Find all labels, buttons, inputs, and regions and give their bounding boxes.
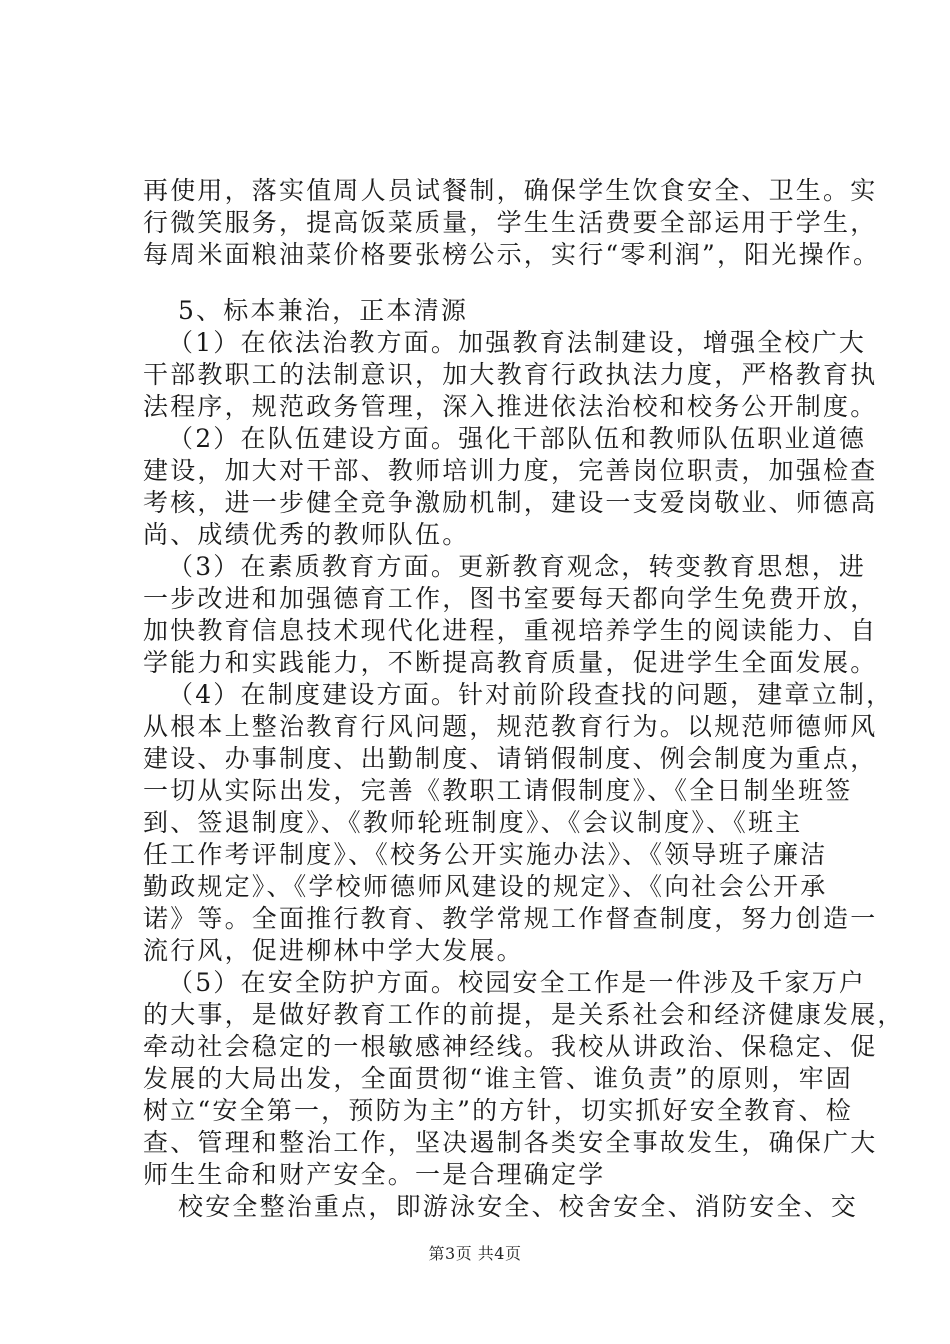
body-text-line: 从根本上整治教育行风问题，规范教育行为。以规范师德师风 <box>143 712 878 741</box>
body-text-line: 建设，加大对干部、教师培训力度，完善岗位职责，加强检查 <box>143 456 878 485</box>
body-text-line: 学能力和实践能力，不断提高教育质量，促进学生全面发展。 <box>143 648 878 677</box>
paragraph-first-line: （3）在素质教育方面。更新教育观念，转变教育思想，进 <box>168 552 867 581</box>
body-text-line: 发展的大局出发，全面贯彻“谁主管、谁负责”的原则，牢固 <box>143 1064 853 1093</box>
body-text-line: 到、签退制度》、《教师轮班制度》、《会议制度》、《班主 <box>143 808 803 837</box>
paragraph-first-line: （4）在制度建设方面。针对前阶段查找的问题，建章立制， <box>168 680 894 709</box>
body-text-line: 行微笑服务，提高饭菜质量，学生生活费要全部运用于学生， <box>143 208 878 237</box>
body-text-line: 牵动社会稳定的一根敏感神经线。我校从讲政治、保稳定、促 <box>143 1032 878 1061</box>
body-text-line: 树立“安全第一，预防为主”的方针，切实抓好安全教育、检 <box>143 1096 853 1125</box>
body-text-line: 勤政规定》、《学校师德师风建设的规定》、《向社会公开承 <box>143 872 828 901</box>
body-text-line: 干部教职工的法制意识，加大教育行政执法力度，严格教育执 <box>143 360 878 389</box>
body-text-line: 尚、成绩优秀的教师队伍。 <box>143 520 470 549</box>
body-text-line: 的大事，是做好教育工作的前提，是关系社会和经济健康发展， <box>143 1000 905 1029</box>
body-text-line: 考核，进一步健全竞争激励机制，建设一支爱岗敬业、师德高 <box>143 488 878 517</box>
section-heading: 5、标本兼治，正本清源 <box>178 296 469 325</box>
body-text-line: 师生生命和财产安全。一是合理确定学 <box>143 1160 606 1189</box>
body-text-line: 一步改进和加强德育工作，图书室要每天都向学生免费开放， <box>143 584 878 613</box>
body-text-line: 加快教育信息技术现代化进程，重视培养学生的阅读能力、自 <box>143 616 878 645</box>
page-footer: 第3页 共4页 <box>428 1244 522 1263</box>
body-text-line: 再使用，落实值周人员试餐制，确保学生饮食安全、卫生。实 <box>143 176 878 205</box>
body-text-line: 查、管理和整治工作，坚决遏制各类安全事故发生，确保广大 <box>143 1128 878 1157</box>
body-text-line: 流行风，促进柳林中学大发展。 <box>143 936 524 965</box>
body-text-line: 法程序，规范政务管理，深入推进依法治校和校务公开制度。 <box>143 392 878 421</box>
paragraph-first-line: （5）在安全防护方面。校园安全工作是一件涉及千家万户 <box>168 968 867 997</box>
body-text-line: 建设、办事制度、出勤制度、请销假制度、例会制度为重点， <box>143 744 878 773</box>
paragraph-first-line: （2）在队伍建设方面。强化干部队伍和教师队伍职业道德 <box>168 424 867 453</box>
body-text-line: 任工作考评制度》、《校务公开实施办法》、《领导班子廉洁 <box>143 840 828 869</box>
body-text-line: 每周米面粮油菜价格要张榜公示，实行“零利润”，阳光操作。 <box>143 240 881 269</box>
body-text-line: 诺》等。全面推行教育、教学常规工作督查制度，努力创造一 <box>143 904 878 933</box>
paragraph-first-line: 校安全整治重点，即游泳安全、校舍安全、消防安全、交 <box>178 1192 859 1221</box>
body-text-line: 一切从实际出发，完善《教职工请假制度》、《全日制坐班签 <box>143 776 853 805</box>
paragraph-first-line: （1）在依法治教方面。加强教育法制建设，增强全校广大 <box>168 328 867 357</box>
